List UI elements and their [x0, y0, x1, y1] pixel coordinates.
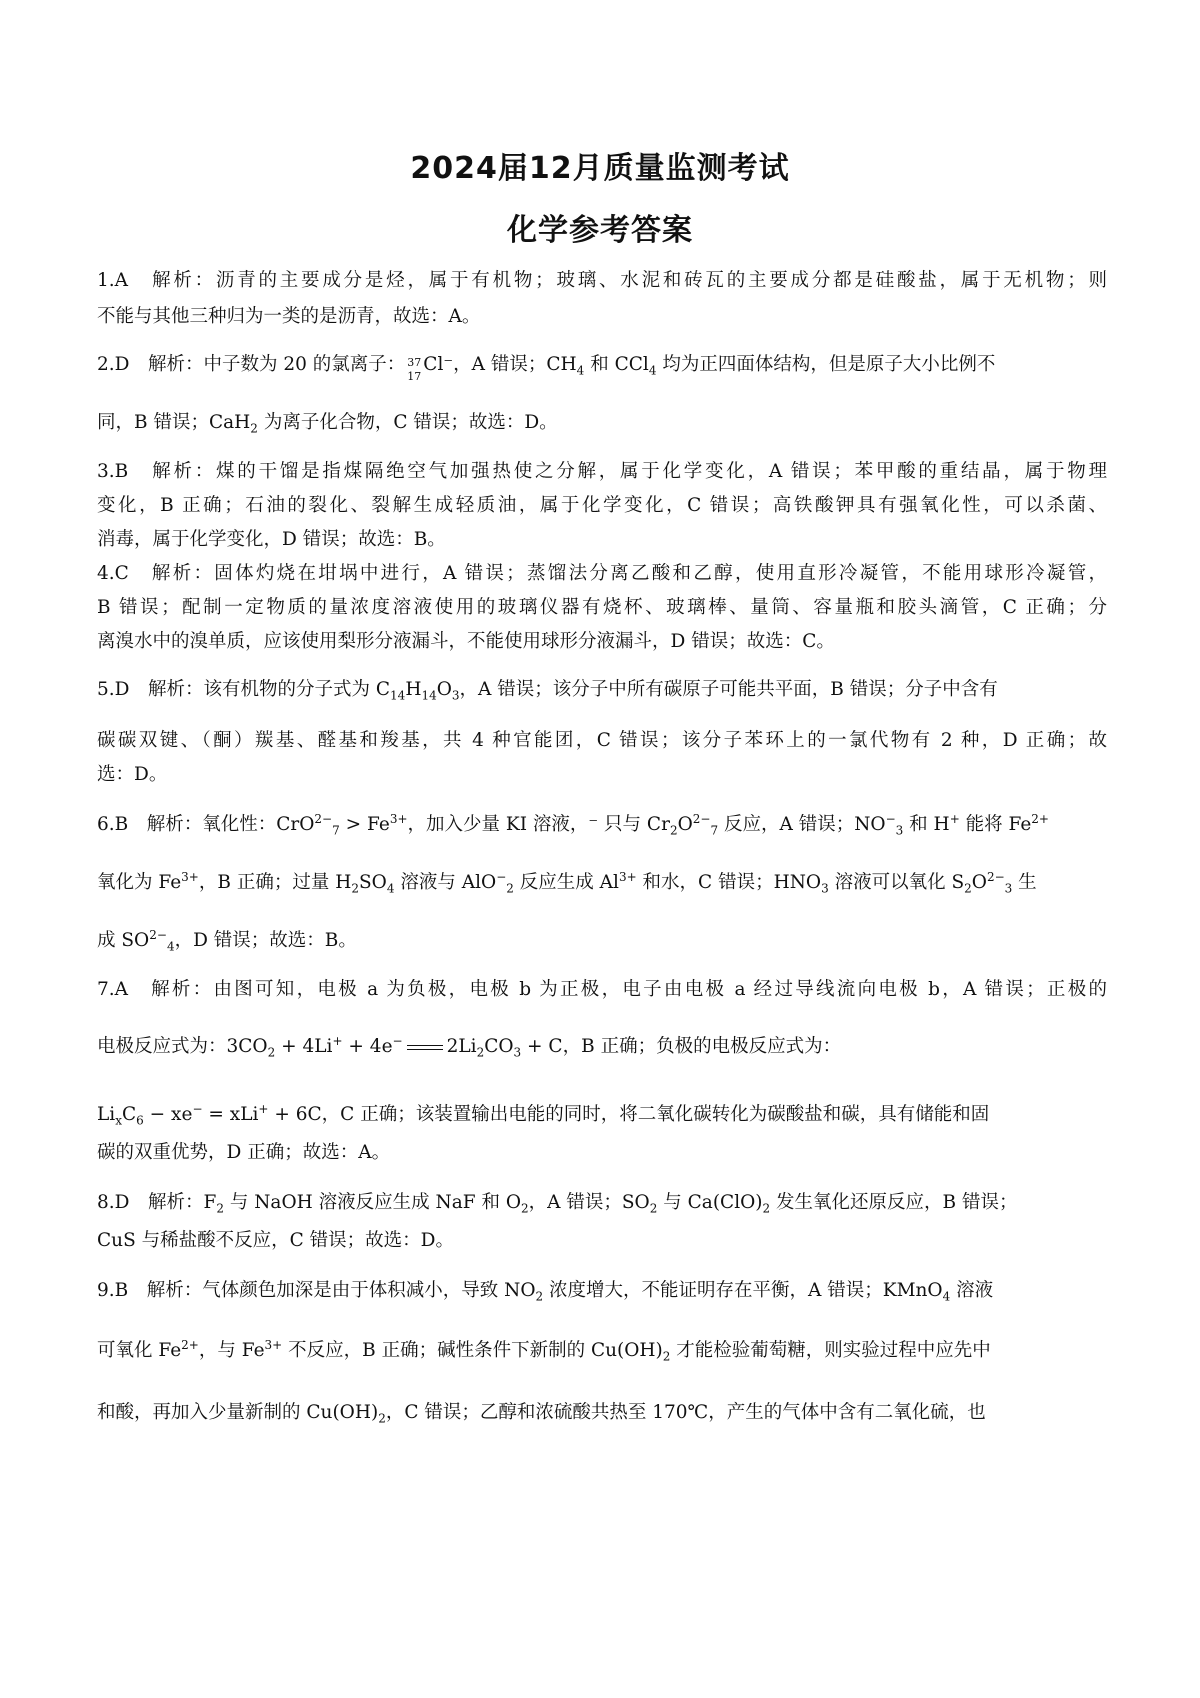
- q5-line-3: 选：D。: [97, 764, 168, 785]
- equals-arrow-symbol: [407, 1045, 443, 1050]
- q9-line-2: 可氧化 $Fe^{2+}$，与 $Fe^{3+}$ 不反应，B 正确；碱性条件下新制的 $Cu(OH)_2$ 才能检验葡萄糖，则实验过程中应先中: [97, 1337, 991, 1364]
- q1-line-1: 1.A 解析：沥青的主要成分是烃，属于有机物；玻璃、水泥和砖瓦的主要成分都是硅酸盐，属于无机物；则: [97, 270, 1107, 291]
- q5-line-1: 5.D 解析：该有机物的分子式为 $C_{14}H_{14}O_3$，A 错误；该分子中所有碳原子可能共平面，B 错误；分子中含有: [97, 679, 998, 703]
- q4-line-3: 离溴水中的溴单质，应该使用梨形分液漏斗，不能使用球形分液漏斗，D 错误；故选：C。: [97, 631, 835, 652]
- q6-line-3: 成 $SO^{2-}_4$，D 错误；故选：B。: [97, 927, 357, 954]
- q6-line-2: 氧化为 $Fe^{3+}$，B 正确；过量 $H_2SO_4$ 溶液与 AlO−$_2$ 反应生成 $Al^{3+}$ 和水，C 错误；$HNO_3$ 溶液可以氧化 $S_2O^{2-}_3$ 生: [97, 869, 1037, 896]
- q8-line-1: 8.D 解析：$F_2$ 与 NaOH 溶液反应生成 NaF 和 $O_2$，A 错误；$SO_2$ 与 $Ca(ClO)_2$ 发生氧化还原反应，B 错误；: [97, 1192, 1018, 1216]
- q4-line-2: B 错误；配制一定物质的量浓度溶液使用的玻璃仪器有烧杯、玻璃棒、量筒、容量瓶和胶头滴管，C 正确；分: [97, 597, 1107, 618]
- chlorine-ion-notation: 37 17: [407, 356, 422, 383]
- q7-line-1: 7.A 解析：由图可知，电极 a 为负极，电极 b 为正极，电子由电极 a 经过导线流向电极 b，A 错误；正极的: [97, 979, 1107, 1000]
- page-subtitle: 化学参考答案: [507, 213, 693, 248]
- q3-line-3: 消毒，属于化学变化，D 错误；故选：B。: [97, 529, 446, 550]
- q9-line-3: 和酸，再加入少量新制的 $Cu(OH)_2$，C 错误；乙醇和浓硫酸共热至 170℃，产生的气体中含有二氧化硫，也: [97, 1402, 986, 1426]
- page-title: 2024届12月质量监测考试: [410, 151, 790, 186]
- q1-line-2: 不能与其他三种归为一类的是沥青，故选：A。: [97, 306, 481, 327]
- q2-line-1: 2.D 解析：中子数为 20 的氯离子： 37 17 Cl⁻，A 错误；$CH_4$ 和 CCl$_4$ 均为正四面体结构，但是原子大小比例不: [97, 354, 996, 383]
- q5-line-2: 碳碳双键、（酮）羰基、醛基和羧基，共 4 种官能团，C 错误；该分子苯环上的一氯代物有 2 种，D 正确；故: [97, 730, 1107, 751]
- q7-line-2: 电极反应式为：$3CO_2 + 4Li^+ + 4e^-$ $2Li_2CO_3 + C$，B 正确；负极的电极反应式为：: [97, 1033, 842, 1060]
- q2-line-2: 同，B 错误；CaH$_2$ 为离子化合物，C 错误；故选：D。: [97, 412, 558, 436]
- q3-line-2: 变化，B 正确；石油的裂化、裂解生成轻质油，属于化学变化，C 错误；高铁酸钾具有强氧化性，可以杀菌、: [97, 495, 1107, 516]
- q3-line-1: 3.B 解析：煤的干馏是指煤隔绝空气加强热使之分解，属于化学变化，A 错误；苯甲酸的重结晶，属于物理: [97, 461, 1107, 482]
- q6-line-1: 6.B 解析：氧化性：$CrO^{2-}_7 > Fe^{3+}$，加入少量 KI 溶液，⁻ 只与 $Cr_2O^{2-}_7$ 反应，A 错误；$NO^-_3$ 和 H+ 能将 $Fe^{2+}$: [97, 811, 1049, 838]
- q7-line-4: 碳的双重优势，D 正确；故选：A。: [97, 1142, 391, 1163]
- q4-line-1: 4.C 解析：固体灼烧在坩埚中进行，A 错误；蒸馏法分离乙酸和乙醇，使用直形冷凝管，不能用球形冷凝管，: [97, 563, 1107, 584]
- q9-line-1: 9.B 解析：气体颜色加深是由于体积减小，导致 $NO_2$ 浓度增大，不能证明存在平衡，A 错误；KMnO$_4$ 溶液: [97, 1280, 994, 1304]
- q7-line-3: $Li_xC_6 - xe^- = xLi^+ + 6C$，C 正确；该装置输出电能的同时，将二氧化碳转化为碳酸盐和碳，具有储能和固: [97, 1101, 990, 1128]
- q8-line-2: CuS 与稀盐酸不反应，C 错误；故选：D。: [97, 1230, 454, 1251]
